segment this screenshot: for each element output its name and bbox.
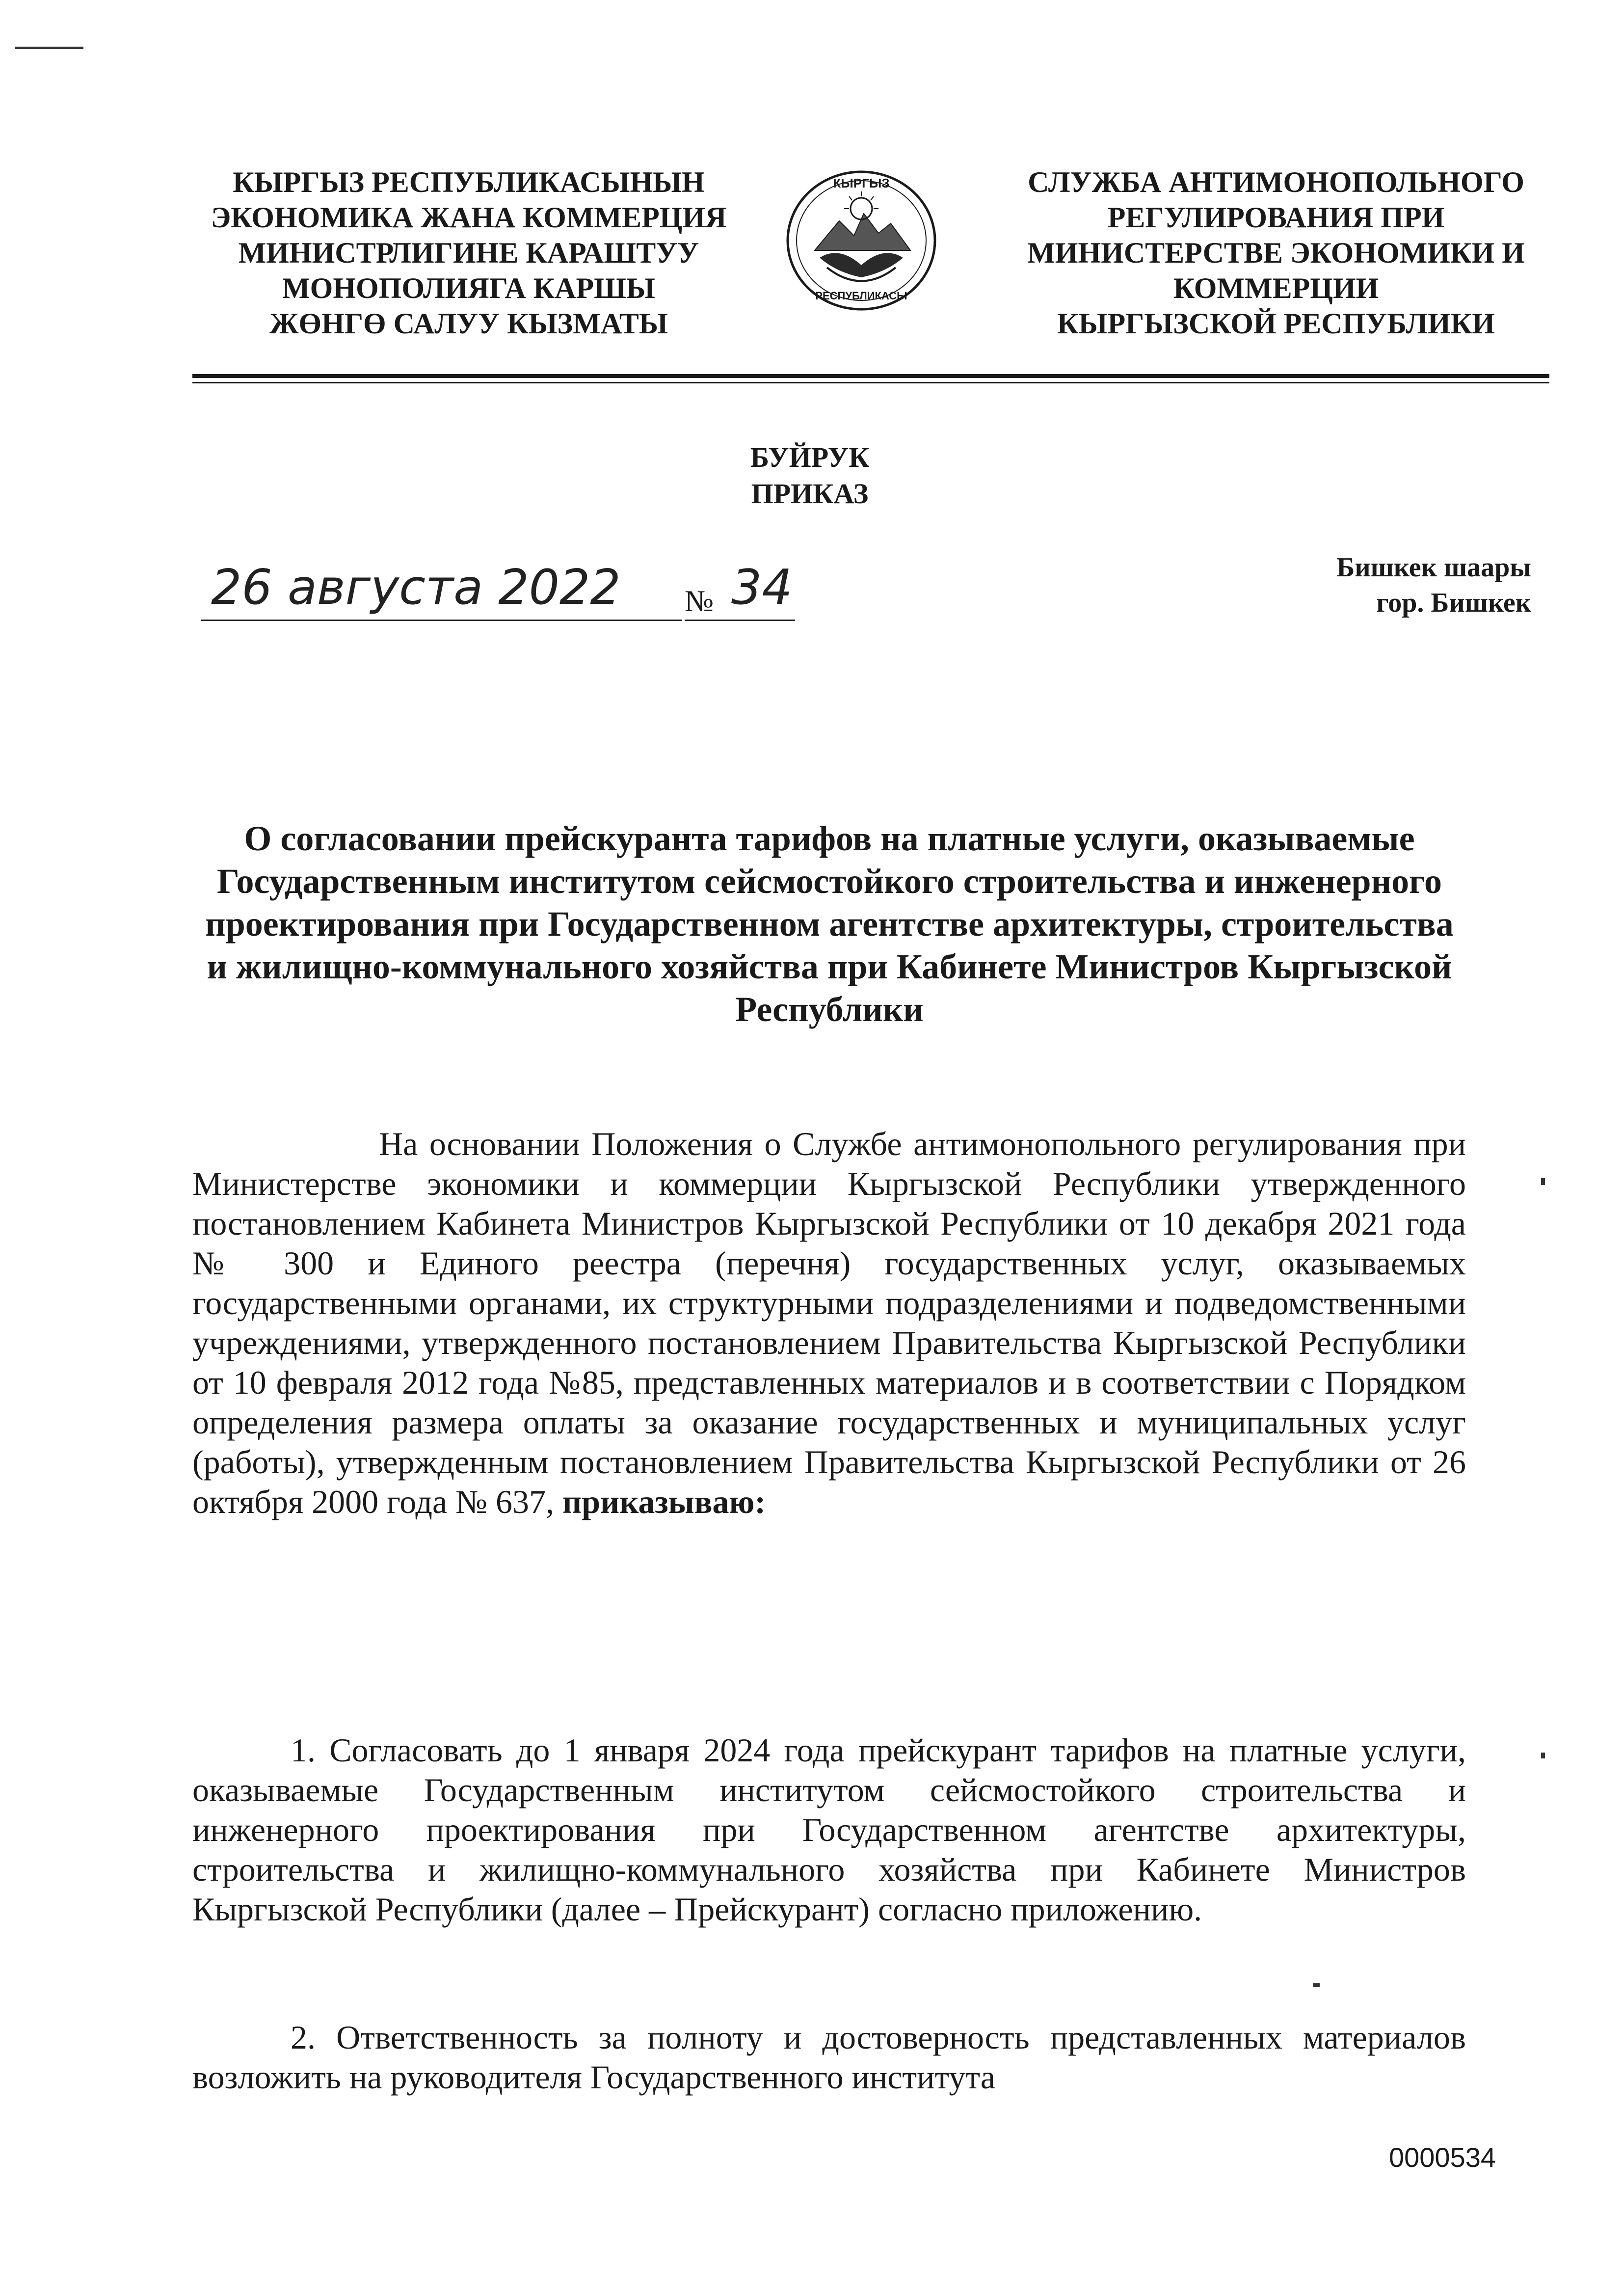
seal-top-text: КЫРГЫЗ bbox=[833, 176, 890, 190]
header-kyrgyz-line: ЭКОНОМИКА ЖАНА КОММЕРЦИЯ bbox=[211, 201, 727, 234]
scan-artifact bbox=[15, 47, 83, 49]
header-kyrgyz-line: МИНИСТРЛИГИНЕ КАРАШТУУ bbox=[238, 237, 699, 269]
intro-text: На основании Положения о Службе антимонопольного регулирования при Министерстве экономики и коммерции Кыргызской Республики утвержденного постановлением Кабинета Министров Кыргызской Республики от 10 декабря 2021 года № 300 и Единого реестра (перечня) государственных услуг, оказываемых государственными органами, их структурными подразделениями и подведомственными учреждениями, утвержденного постановлением Правительства Кыргызской Республики от 10 февраля 2012 года №85, представленных материалов и в соответствии с Порядком определения размера оплаты за оказание государственных и муниципальных услуг (работы), утвержденным постановлением Правительства Кыргызской Республики от 26 октября 2000 года № 637, bbox=[192, 1125, 1466, 1520]
number-sign: № bbox=[685, 585, 714, 618]
order-word: приказываю: bbox=[562, 1483, 766, 1520]
document-type bbox=[663, 439, 957, 512]
header-russian-line: КОММЕРЦИИ bbox=[1173, 272, 1379, 304]
document-type-russian: ПРИКАЗ bbox=[751, 478, 869, 510]
state-emblem-icon bbox=[780, 167, 942, 314]
header-russian-line: СЛУЖБА АНТИМОНОПОЛЬНОГО bbox=[1028, 166, 1524, 198]
scan-artifact bbox=[1541, 1178, 1545, 1185]
intro-paragraph bbox=[192, 1124, 1466, 1522]
serial-number: 0000534 bbox=[1389, 2142, 1496, 2173]
header-divider-thick bbox=[192, 374, 1549, 378]
header-kyrgyz-line: КЫРГЫЗ РЕСПУБЛИКАСЫНЫН bbox=[233, 166, 705, 198]
header-russian-line: РЕГУЛИРОВАНИЯ ПРИ bbox=[1107, 201, 1445, 234]
handwritten-date: 26 августа 2022 bbox=[211, 560, 621, 616]
header-russian bbox=[1001, 164, 1551, 341]
header-kyrgyz-line: МОНОПОЛИЯГА КАРШЫ bbox=[282, 272, 655, 304]
header-russian-line: КЫРГЫЗСКОЙ РЕСПУБЛИКИ bbox=[1057, 307, 1495, 340]
scan-artifact bbox=[1313, 1983, 1320, 1987]
scan-artifact bbox=[1541, 1753, 1545, 1758]
city-kyrgyz: Бишкек шаары bbox=[1336, 552, 1531, 583]
date-underline bbox=[201, 620, 682, 621]
handwritten-order-number: 34 bbox=[731, 560, 793, 616]
order-point-2: 2. Ответственность за полноту и достоверность представленных материалов возложить на руководителя Государственного института bbox=[192, 2019, 1466, 2096]
document-title: О согласовании прейскуранта тарифов на платные услуги, оказываемые Государственным институтом сейсмостойкого строительства и инженерного проектирования при Государственном агентстве архитектуры, строительства и жилищно-коммунального хозяйства при Кабинете Министров Кыргызской Республики bbox=[205, 819, 1454, 1029]
document-type-kyrgyz: БУЙРУК bbox=[750, 441, 870, 473]
city-block bbox=[1227, 550, 1531, 621]
header-russian-line: МИНИСТЕРСТВЕ ЭКОНОМИКИ И bbox=[1027, 237, 1525, 269]
number-underline bbox=[685, 620, 795, 621]
header-divider-thin bbox=[192, 382, 1549, 383]
order-point-1: 1. Согласовать до 1 января 2024 года прейскурант тарифов на платные услуги, оказываемые Государственным институтом сейсмостойкого строительства и инженерного проектирования при Государственном агентстве архитектуры, строительства и жилищно-коммунального хозяйства при Кабинете Министров Кыргызской Республики (далее – Прейскурант) согласно приложению. bbox=[192, 1731, 1466, 1928]
header-kyrgyz-line: ЖӨНГӨ САЛУУ КЫЗМАТЫ bbox=[269, 307, 668, 340]
header-kyrgyz bbox=[191, 164, 746, 341]
city-russian: гор. Бишкек bbox=[1376, 588, 1531, 618]
seal-bottom-text: РЕСПУБЛИКАСЫ bbox=[815, 290, 907, 302]
